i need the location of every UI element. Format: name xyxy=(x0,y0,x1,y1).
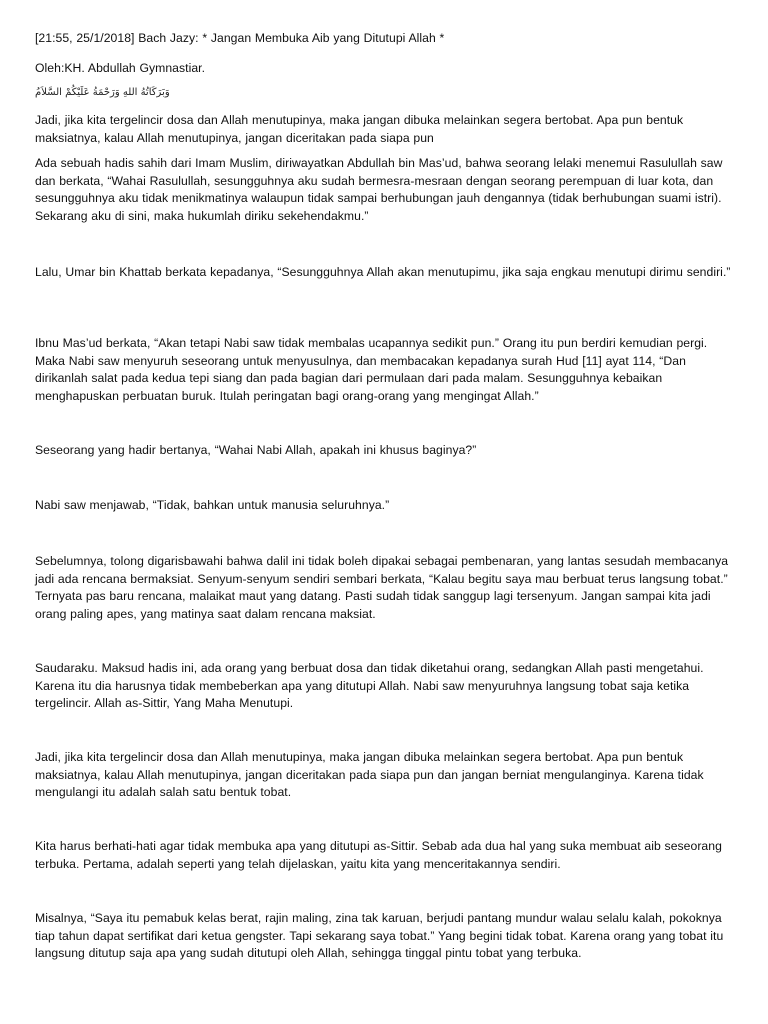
paragraph-7: Sebelumnya, tolong digarisbawahi bahwa dalil ini tidak boleh dipakai sebagai pembenaran, yang lantas sesudah membacanya jadi ada rencana bermaksiat. Senyum-senyum sendiri sembari berkata, “Kalau begitu saya mau berbuat terus langsung tobat.” Ternyata pas baru rencana, malaikat maut yang datang. Pasti sudah tidak sanggup lagi tersenyum. Jangan sampai kita jadi orang paling apes, yang matinya saat dalam rencana maksiat. xyxy=(35,554,729,621)
paragraph-3: Lalu, Umar bin Khattab berkata kepadanya, “Sesungguhnya Allah akan menutupimu, jika saja engkau menutupi dirimu sendiri.” xyxy=(35,265,731,279)
paragraph-2: Ada sebuah hadis sahih dari Imam Muslim, diriwayatkan Abdullah bin Mas’ud, bahwa seorang lelaki menemui Rasulullah saw dan berkata, “Wahai Rasulullah, sesungguhnya aku sudah bermesra-mesraan dengan seorang perempuan di luar kota, dan sesungguhnya aku tidak menikmatinya walaupun tidak sampai berhubungan jauh dengannya (tidak berhubungan suami istri). Sekarang aku di sini, maka hukumlah diriku sekehendakmu.” xyxy=(35,156,723,223)
paragraph-6: Nabi saw menjawab, “Tidak, bahkan untuk manusia seluruhnya.” xyxy=(35,498,390,512)
paragraph-4: Ibnu Mas’ud berkata, “Akan tetapi Nabi saw tidak membalas ucapannya sedikit pun.” Orang itu pun berdiri kemudian pergi. Maka Nabi saw menyuruh seseorang untuk menyusulnya, dan membacakan kepadanya surah Hud [11] ayat 114, “Dan dirikanlah salat pada kedua tepi siang dan pada bagian dari permulaan dari pada malam. Sesungguhnya kebaikan menghapuskan perbuatan buruk. Itulah peringatan bagi orang-orang yang mengingat Allah.” xyxy=(35,336,708,403)
paragraph-5: Seseorang yang hadir bertanya, “Wahai Nabi Allah, apakah ini khusus baginya?” xyxy=(35,443,477,457)
author-line: Oleh:KH. Abdullah Gymnastiar. xyxy=(35,61,206,75)
arabic-greeting: وَبَرَكَاتُهُ اللهِ وَرَحْمَةُ عَلَيْكُمْ السَّلاَمُ xyxy=(35,87,170,98)
paragraph-1: Jadi, jika kita tergelincir dosa dan Allah menutupinya, maka jangan dibuka melainkan segera bertobat. Apa pun bentuk maksiatnya, kalau Allah menutupinya, jangan diceritakan pada siapa pun xyxy=(35,113,684,145)
message-header: [21:55, 25/1/2018] Bach Jazy: * Jangan Membuka Aib yang Ditutupi Allah * xyxy=(35,31,445,45)
paragraph-11: Misalnya, “Saya itu pemabuk kelas berat, rajin maling, zina tak karuan, berjudi pantang mundur walau selalu kalah, pokoknya tiap tahun dapat sertifikat dari ketua gengster. Tapi sekarang saya tobat.” Yang begini tidak tobat. Karena orang yang tobat itu langsung ditutup saja apa yang sudah ditutupi oleh Allah, sehingga tinggal pintu tobat yang terbuka. xyxy=(35,911,724,960)
paragraph-10: Kita harus berhati-hati agar tidak membuka apa yang ditutupi as-Sittir. Sebab ada dua hal yang suka membuat aib seseorang terbuka. Pertama, adalah seperti yang telah dijelaskan, yaitu kita yang menceritakannya sendiri. xyxy=(35,839,722,871)
paragraph-8: Saudaraku. Maksud hadis ini, ada orang yang berbuat dosa dan tidak diketahui orang, sedangkan Allah pasti mengetahui. Karena itu dia harusnya tidak membeberkan apa yang ditutupi Allah. Nabi saw menyuruhnya langsung tobat saja ketika tergelincir. Allah as-Sittir, Yang Maha Menutupi. xyxy=(35,661,704,710)
paragraph-9: Jadi, jika kita tergelincir dosa dan Allah menutupinya, maka jangan dibuka melainkan segera bertobat. Apa pun bentuk maksiatnya, kalau Allah menutupinya, jangan diceritakan pada siapa pun dan jangan berniat mengulanginya. Karena tidak mengulangi itu adalah salah satu bentuk tobat. xyxy=(35,750,704,799)
